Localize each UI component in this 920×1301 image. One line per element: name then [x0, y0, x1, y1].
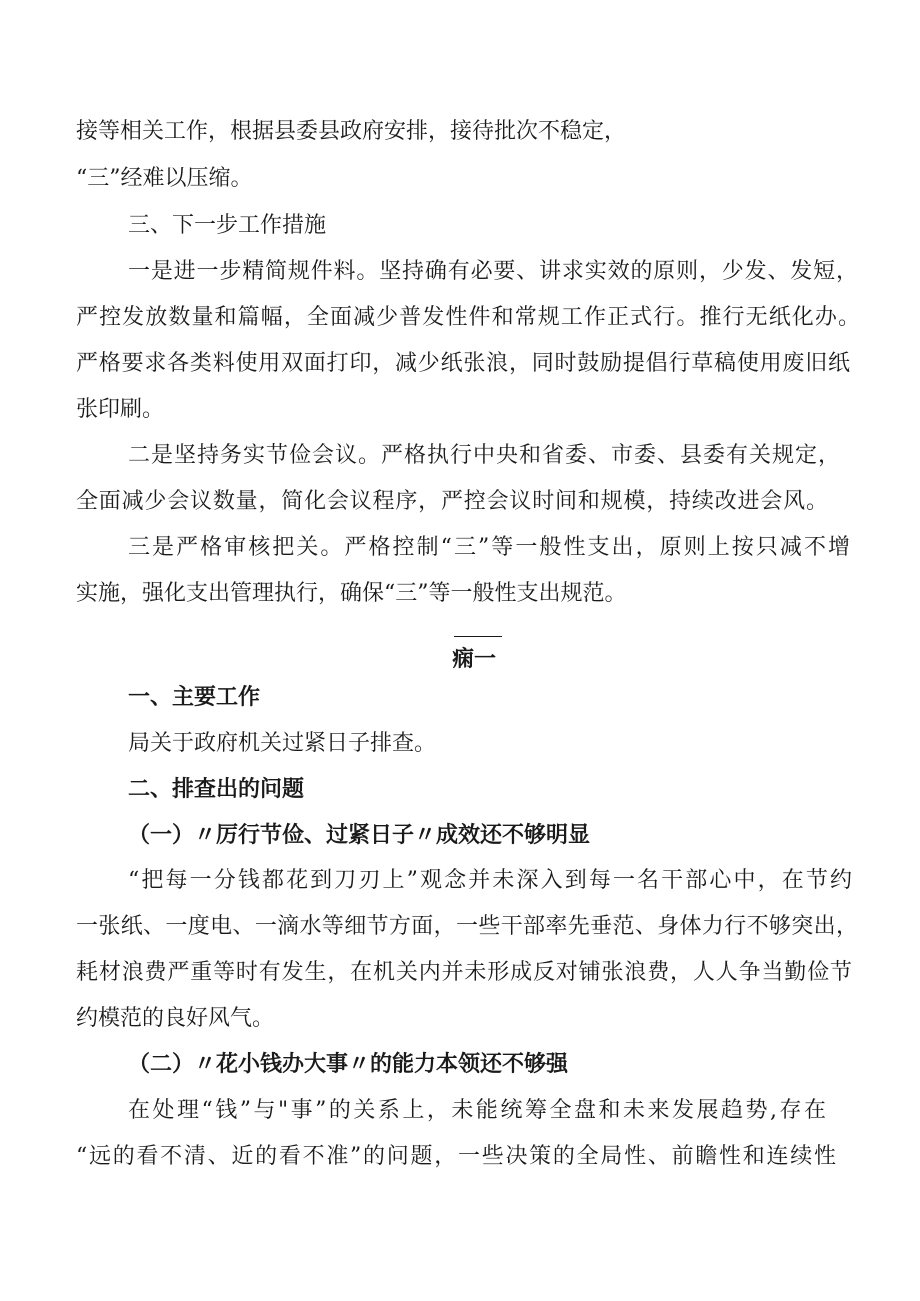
paragraph-line: 严格要求各类料使用双面打印，减少纸张浪，同时鼓励提倡行草稿使用废旧纸	[76, 351, 850, 376]
paragraph-line: 一是进一步精简规件料。坚持确有必要、讲求实效的原则，少发、发短，	[128, 259, 858, 284]
text-line: “三”经难以压缩。	[76, 166, 253, 191]
paragraph-line: 张印刷。	[76, 397, 165, 422]
paragraph-line: 约模范的良好风气。	[76, 1006, 275, 1031]
divider-text	[454, 617, 482, 637]
paragraph-line: 严控发放数量和篇幅，全面减少普发性件和常规工作正式行。推行无纸化办。	[76, 305, 860, 330]
text-line: 接等相关工作，根据县委县政府安排，接待批次不稳定，	[76, 119, 627, 144]
paragraph-line: 三是严格审核把关。严格控制“三”等一般性支出，原则上按只减不增	[128, 535, 850, 560]
subsection-heading: （一）〃厉行节俭、过紧日子〃成效还不够明显	[128, 823, 591, 848]
paragraph-line: 实施，强化支出管理执行，确保“三”等一般性支出规范。	[76, 581, 627, 606]
paragraph-line: 全面减少会议数量，简化会议程序，严控会议时间和规模，持续改进会风。	[76, 489, 828, 514]
section-heading: 一、主要工作	[128, 685, 261, 710]
paragraph-line: “远的看不清、近的看不准”的问题，一些决策的全局性、前瞻性和连续性	[76, 1144, 836, 1169]
paragraph-line: “把每一分钱都花到刀刃上”观念并未深入到每一名干部心中，在节约	[128, 868, 852, 893]
subsection-heading: （二）〃花小钱办大事〃的能力本领还不够强	[128, 1052, 569, 1077]
paragraph-line: 二是坚持务实节俭会议。严格执行中央和省委、市委、县委有关规定，	[128, 443, 840, 468]
paragraph-line: 耗材浪费严重等时有发生，在机关内并未形成反对铺张浪费，人人争当勤俭节	[76, 960, 852, 985]
article-title: 痫一	[452, 647, 497, 672]
section-heading: 二、排查出的问题	[128, 777, 305, 802]
text-line: 局关于政府机关过紧日子排查。	[128, 731, 437, 756]
section-heading: 三、下一步工作措施	[128, 213, 327, 238]
paragraph-line: 一张纸、一度电、一滴水等细节方面，一些干部率先垂范、身体力行不够突出，	[76, 914, 858, 939]
paragraph-line: 在处理“钱”与"事”的关系上，未能统筹全盘和未来发展趋势,存在	[128, 1098, 826, 1123]
